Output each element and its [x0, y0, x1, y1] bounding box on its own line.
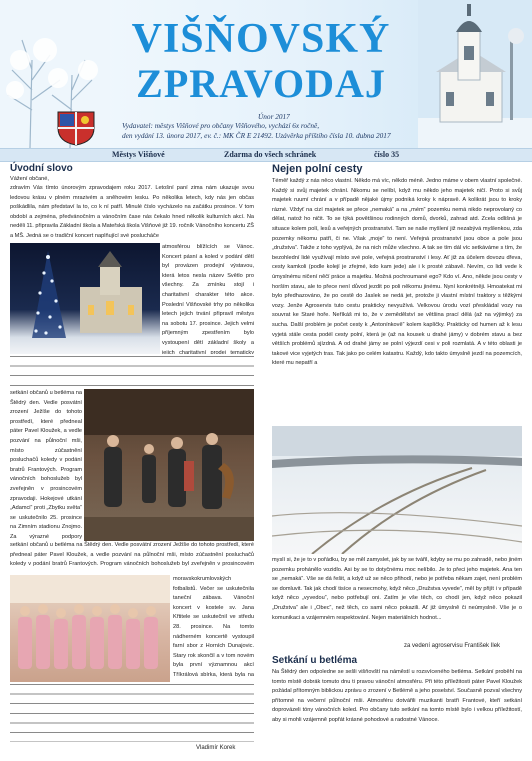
- closing-paragraph-text: [10, 684, 254, 742]
- greeting: Vážení občané,: [10, 176, 49, 182]
- church-illustration: [418, 0, 532, 148]
- betlem-paragraph: setkání občanů u betléma na Štědrý den. Vedle posvátní zrození Ježíše do tohoto prostředí, které předneal páter Pavel Kloužek, a vedle pozvání na půlnoční mši, místo zúčastnění posluchačů koledy v podání bratrů Frantových. Program vánočních bohoslužeb byl zveřejněn v prosincovém zpravodaji. Hokejové utkání „Adamci“ proti „Zbytku světa“ se uskutečnilo 25. prosince na Zimním stadionu Znojmo. Za výrazné podpory: [10, 390, 82, 540]
- choir-photo: [10, 575, 170, 682]
- signature-ilek: za vedení agroservisu František Ilek: [404, 643, 501, 649]
- distribution-label: Zdarma do všech schránek: [224, 150, 317, 159]
- concert-paragraph: atmosférou blížících se Vánoc. Koncert pásní a koled v podání dětí byl provázen prodejní výstavou, která letos nesla název Světlo pro všechny. Za zmínku stojí i charitativní charakter této akce. Poslední Višňovské trhy po několika letech jejich trvání připravil městys na sobotu 17. prosince. Jejich velmi příjemným zpestřením bylo vystoupení dětí základní školy a jejich charitativní prodej tematicky: [162, 244, 254, 354]
- intro-paragraph: zdravím Vás tímto únorovým zpravodajem roku 2017. Letošní paní zima nám ukazuje svou ledovou krásu v plném mrazivém a sněhovém lesku. Po několika letech, kdy nás jen občas poškádlila, nám představí la to, co k ní patří. Minulé číslo vycházelo na začátku prosince. V tom období a zejména, předvánočním a vánočním čase nás čekalo hned několik kulturních akcí. Na neděli 11. připravila Základní škola a Mateřská škola Višňové již 19. ročník Vánočního koncertu ZŠ a MŠ. Jedná se o tradiční koncert naplňující své poslucháče: [10, 185, 254, 239]
- fields-paragraph-2: myslí si, že je to v pořádku, by se měl zamyslet, jak by se tvářil, kdyby se mu po zahradě, nebo jiném pozemku prohánělo vozidlo. Asi by se to dotyčnému moc nelíbilo. Je to přeci jeho majetek. Ana ten se „nemaká“. Vše se dá řešit, a když už se něco přihodí, nebo je potřeba někam zajet, není problém se domluvit. Tak jak chodí tisíce a nesecrnohy, když něco „Družstva vyvede“, měl by přijít i v případě když něco „vyvedou“, nebo potřebují oni. Zatím je vše těch, co chodí jen, když něco pokazil „Družstva“ ale i „Obec“, než těch, co sami něco pokazili. Ať již úmyslně či neúmyslně. Vše je o komunikaci a vzájemném respektování. Nejen materiálních hodnot...: [272, 557, 522, 621]
- concert-musicians-photo: [84, 389, 254, 541]
- masthead-title-line1: VIŠŇOVSKÝ: [131, 16, 391, 62]
- paragraph-continued-text: [10, 356, 254, 386]
- info-bar: [0, 148, 532, 162]
- hockey-paragraph: setkání občanů u betléma na Štědrý den. Vedle posvátní zrození Ježíše do tohoto prostředí, které předneal páter Pavel Kloužek, a vedle pozvání na půlnoční mši, místo zúčastnění posluchačů koledy v podání bratrů Frantových. Program vánočních bohoslužeb byl zveřejněn v prosincovém: [10, 542, 254, 568]
- print-line: den vydání 13. února 2017, ev. č.: MK ČR E 21492. Uzávěrka příštího čísla 10. dubna 2017: [122, 131, 391, 140]
- municipality-label: Městys Višňové: [112, 150, 165, 159]
- heading-setkani: Setkání u betléma: [272, 655, 358, 666]
- winter-events-paragraph: moravskokrumlovských fotbalistů. Večer se uskutečnila taneční zábava. Vánoční koncert v kostele sv. Jana Křtitele se uskutečnil ve středu 28. prosince. Na tomto nádherném koncertě vystoupil farní sbor z Horních Dunajovic. Stary rok skončil a v tom novém byla první významnou akcí Tříkrálová sbírka, která byla na: [173, 576, 254, 678]
- publisher-line: Vydavatel: městys Višňové pro občany Višňového, vychází 6x ročně,: [122, 121, 320, 130]
- field-tracks-photo: [272, 426, 522, 554]
- signature-korek: Vladimír Korek: [196, 745, 236, 751]
- christmas-tree-photo: [10, 243, 160, 354]
- nativity-paragraph: Na Štědrý den odpoledne se sešli višňovští na náměstí u rozsvíceného betléma. Setkání proběhl na tomto místě dobrák tomuto dnu ti pravou vánoční atmosféru. Při této příležitosti páter Pavel Kloužek požádal přítomným biblickou zprávu o zrození v Betlémě a jeho poselství. Současně pozval všechny přítomné na večerní půlnoční mši. Atmosféru dotvářili muzikanti bratři Frantové, kteří setkání doprovázeli tóny vánočních koled. Pro občany tuto setkání na tomto místě bylo i velkou příležitostí, aby si mohli vzájemně popřát krásné pohodové a radostné Vánoce.: [272, 669, 522, 723]
- fields-paragraph: Téměř každý z nás něco vlastní. Někdo má víc, někdo méně. Jedno máme v obem vlastní společné. Každý si svůj majetek chrání. Nikomu se nelíbí, když mu někdo jeho majetek ničí. Proto si svůj majetek ruumí chrání a v případě nějaké újmy podniká kroky k nápravě. A kolikrát jsou to kroky rázné. Vždyť na cizí majetek se přece „nemaká“ a na „mém“ pozemku nemá nikdo neprovolaný co dělat, natož ho ničit. To se týká povětšinou rodinných domů, dvorků, zahrad atd. Zcela odlišná je situace kolem polí, lesů a veřejných prostranství. Tam se naše myšlení již nezabývá myšlenkou, zda pozemky někomu patří, či ne. Však „moje“ to není. Veřejná prostranství jsou obce a pole jsou „družstva“. Takže z toho vyplývá, že na nich může všechno. A tak se tím dál víc setkáváme s tím, že bezohlední lidé využívají místo své pole, veřejná prostranství i lesy. Ať již za účelem dovozu dřeva, cesty kamkoli (podle kolejí je zřejmé, kdo kam jede) ale i k prosté zábavě. Nevím, co lidi vede k úmyslnému ničení něčí práce a majetku. Možná pochroumané ego? Kdo ví. Ano, někde jsou cesty v horším stavu, ale to přece není důvod jezdit po poli někomu jinému. Nyní konkrétněji. Hmoatekat mi bylo předhazováno, že po cestě do Jaslek se nedá jet, protože ji vlastní místní traktory s těžkými vozy. Jenže Agroservis tuto cestu prakticky nevyužívá. Velkovou úrodu vozí přeskládal vozy na souvrat ke Staré hoře. Neříkáš mi to, že v zemědělství se většina prací dělá (až na výjimky) za sucha. Další problém je počet cesty k „Antonínkově“ kolem kaplíčky. Prakticky od humen až k lesu vyjetá stále cesta podél cesty polní, která je (až na kousek u drahé jámy) v dobrém stavu a bez větších problémů sjízdná. A od drahé jámy se polní výjezdí cesi v poli rozmlatá. A v této oblasti je takové vice vyjetých tras. Tak jako po celém katastru. Každý, kdo takto úmyslně jezdí na pozemcích, které mu nepatří a: [272, 178, 522, 367]
- heading-nejen-polni-cesty: Nejen polní cesty: [272, 163, 363, 175]
- masthead: [0, 0, 532, 148]
- masthead-title-line2: ZPRAVODAJ: [136, 61, 386, 106]
- issue-number: číslo 35: [374, 150, 400, 159]
- issue-date: Únor 2017: [258, 112, 290, 121]
- heading-uvodni-slovo: Úvodní slovo: [10, 163, 73, 174]
- coat-of-arms-logo: [56, 110, 96, 146]
